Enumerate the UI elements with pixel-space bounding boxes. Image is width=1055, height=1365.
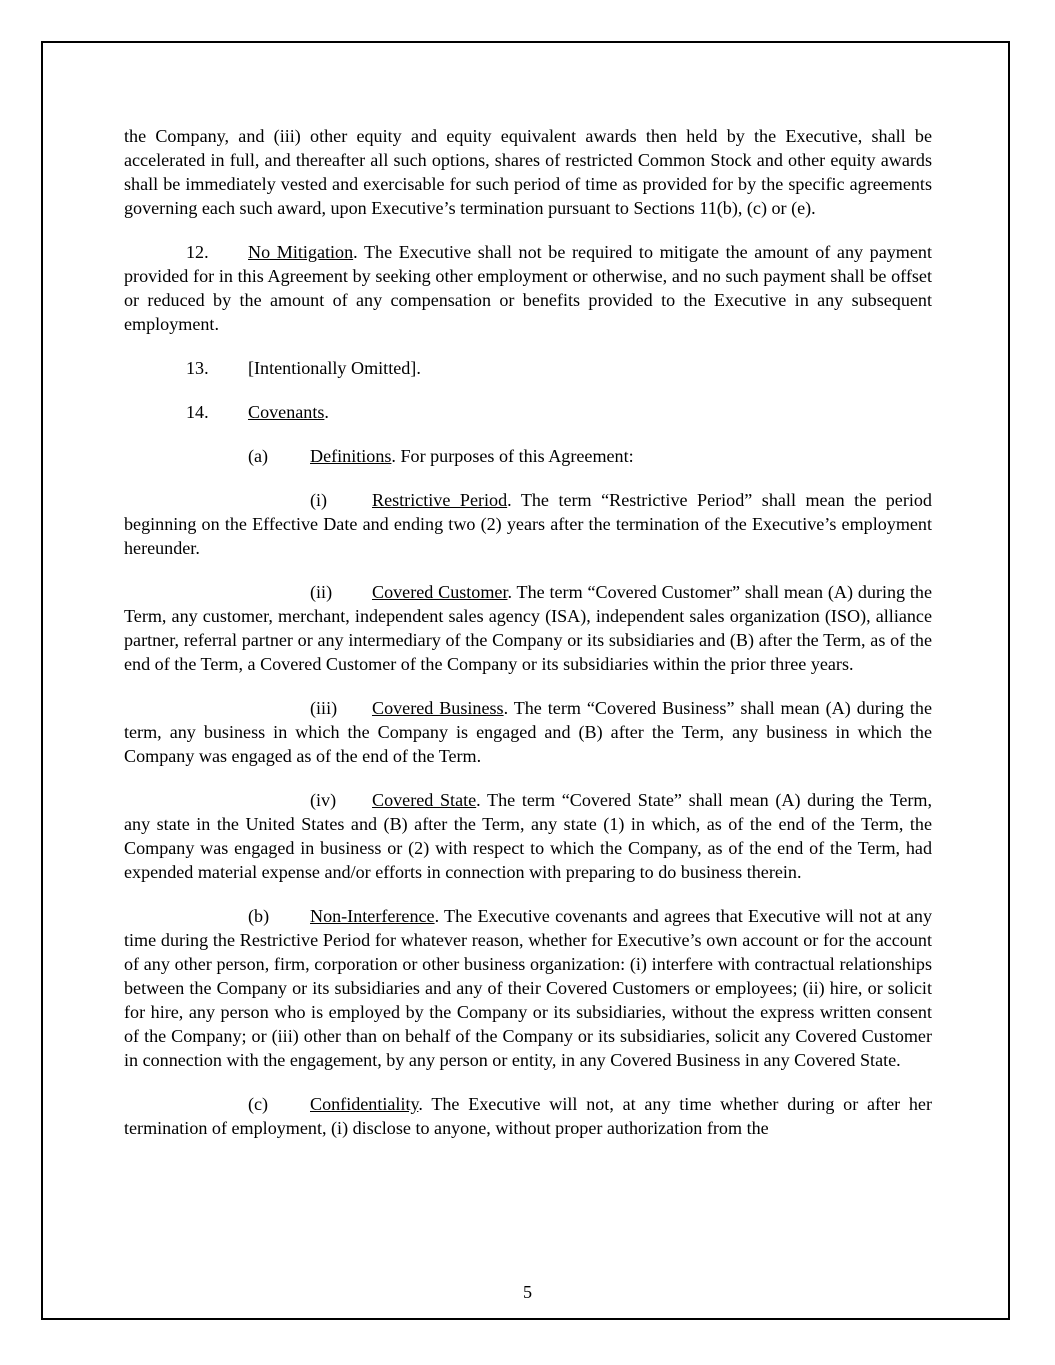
document-body bbox=[124, 124, 932, 1160]
section-heading: Confidentiality bbox=[310, 1094, 419, 1114]
section-heading: Covered Customer bbox=[372, 582, 508, 602]
section-heading: Non-Interference bbox=[310, 906, 435, 926]
section-number: (c) bbox=[248, 1094, 269, 1114]
section-number: 14. bbox=[186, 402, 209, 422]
section-14a-iii bbox=[124, 696, 932, 768]
page-number: 5 bbox=[522, 1282, 533, 1302]
section-14 bbox=[124, 400, 932, 424]
section-number: (i) bbox=[310, 490, 328, 510]
section-text: . The Executive shall not be required to mitigate the amount of any payment provided for in this Agreement by seeking other employment or otherwise, and no such payment shall be offset or reduced by the amount of any compensation or benefits provided to the Executive in any subsequent employment. bbox=[124, 242, 932, 334]
section-number: (iv) bbox=[310, 790, 337, 810]
section-heading: Covered State bbox=[372, 790, 477, 810]
section-14a-i bbox=[124, 488, 932, 560]
section-heading: Covenants bbox=[248, 402, 325, 422]
section-12 bbox=[124, 240, 932, 336]
section-heading: Definitions bbox=[310, 446, 392, 466]
section-14a-iv bbox=[124, 788, 932, 884]
section-text: . The term “Covered Customer” shall mean (A) during the Term, any customer, merchant, independent sales agency (ISA), independent sales organization (ISO), alliance partner, referral partner or any intermediary of the Company or its subsidiaries and (B) after the Term, as of the end of the Term, a Covered Customer of the Company or its subsidiaries within the prior three years. bbox=[124, 582, 933, 674]
section-heading: Restrictive Period bbox=[372, 490, 508, 510]
section-14c bbox=[124, 1092, 932, 1140]
section-text: . The term “Covered Business” shall mean (A) during the term, any business in which the Company is engaged and (B) after the Term, any business in which the Company was engaged as of the end of the Term. bbox=[124, 698, 932, 766]
section-14b bbox=[124, 904, 932, 1072]
section-number: 13. bbox=[186, 358, 209, 378]
section-heading: Covered Business bbox=[372, 698, 504, 718]
section-text: . The Executive covenants and agrees that Executive will not at any time during the Restrictive Period for whatever reason, whether for Executive’s own account or for the account of any other person, firm, corporation or other business organization: (i) interfere with contractual relationships between the Company or its subsidiaries and any of their Covered Customers or employees; (ii) hire, or solicit for hire, any person who is employed by the Company or its subsidiaries, without the express written consent of the Company; or (iii) other than on behalf of the Company or its subsidiaries, solicit any Covered Customer in connection with the engagement, by any person or entity, in any Covered Business in any Covered State. bbox=[124, 906, 932, 1070]
section-number: (b) bbox=[248, 906, 270, 926]
section-number: (ii) bbox=[310, 582, 333, 602]
section-text: [Intentionally Omitted]. bbox=[248, 358, 421, 378]
section-heading: No Mitigation bbox=[248, 242, 354, 262]
section-14a-ii bbox=[124, 580, 932, 676]
section-text: . For purposes of this Agreement: bbox=[391, 446, 634, 466]
section-text: . The term “Covered State” shall mean (A) during the Term, any state in the United States and (B) after the Term, any state (1) in which, as of the end of the Term, the Company was engaged in business or (2) with respect to which the Company, as of the end of the Term, had expended material expense and/or efforts in connection with preparing to do business therein. bbox=[124, 790, 933, 882]
section-13 bbox=[124, 356, 932, 380]
paragraph-continuation: the Company, and (iii) other equity and equity equivalent awards then held by the Executive, shall be accelerated in full, and thereafter all such options, shares of restricted Common Stock and other equity awards shall be immediately vested and exercisable for such period of time as provided for by the specific agreements governing each such award, upon Executive’s termination pursuant to Sections 11(b), (c) or (e). bbox=[124, 126, 932, 218]
section-text: . The Executive will not, at any time whether during or after her termination of employment, (i) disclose to anyone, without proper authorization from the bbox=[124, 1094, 932, 1138]
section-number: 12. bbox=[186, 242, 209, 262]
section-text: . The term “Restrictive Period” shall mean the period beginning on the Effective Date and ending two (2) years after the termination of the Executive’s employment hereunder. bbox=[124, 490, 932, 558]
section-text: . bbox=[324, 402, 329, 422]
section-14a bbox=[124, 444, 932, 468]
section-number: (iii) bbox=[310, 698, 338, 718]
section-number: (a) bbox=[248, 446, 269, 466]
